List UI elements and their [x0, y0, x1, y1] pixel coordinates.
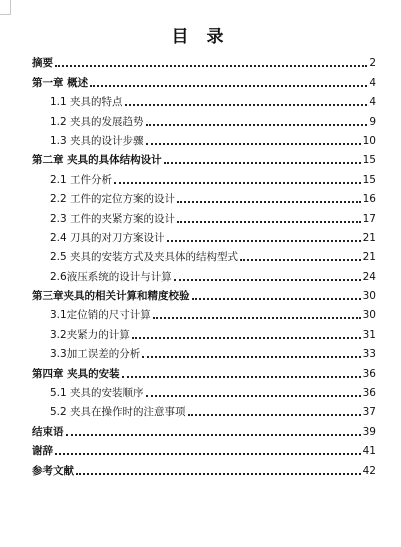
toc-entry-label: 2.3 工件的夹紧方案的设计 [50, 212, 176, 225]
toc-entry-page-number: 16 [362, 193, 376, 206]
toc-entry-label: 1.2 夹具的发展趋势 [50, 115, 144, 128]
toc-entry-page-number: 41 [362, 445, 376, 458]
dot-leader [142, 355, 360, 358]
toc-entry-section[interactable] [32, 244, 376, 263]
toc-entry-label: 第二章 夹具的具体结构设计 [32, 154, 162, 167]
toc-entry-label: 1.1 夹具的特点 [50, 96, 123, 109]
toc-entry-section[interactable] [32, 380, 376, 399]
dot-leader [66, 433, 361, 436]
toc-entry-page-number: 42 [362, 464, 376, 477]
toc-entry-section[interactable] [32, 225, 376, 244]
dot-leader [192, 297, 361, 300]
dot-leader [122, 375, 361, 378]
dot-leader [90, 84, 367, 87]
page-corner-mark [0, 0, 11, 15]
toc-entry-page-number: 4 [369, 96, 376, 109]
dot-leader [188, 413, 361, 416]
dot-leader [55, 452, 361, 455]
toc-entry-section[interactable] [32, 108, 376, 127]
toc-entry-page-number: 17 [362, 212, 376, 225]
toc-entry-section[interactable] [32, 321, 376, 340]
toc-entry-section[interactable] [32, 263, 376, 282]
toc-entry-page-number: 30 [362, 290, 376, 303]
dot-leader [132, 336, 361, 339]
toc-entry-label: 3.1定位销的尺寸计算 [50, 309, 151, 322]
toc-entry-page-number: 21 [362, 231, 376, 244]
toc-entry-label: 参考文献 [32, 464, 74, 477]
dot-leader [125, 103, 368, 106]
toc-entry-page-number: 36 [362, 387, 376, 400]
toc-entry-chapter[interactable] [32, 147, 376, 166]
toc-entry-page-number: 33 [362, 348, 376, 361]
toc-entry-page-number: 37 [362, 406, 376, 419]
toc-entry-label: 结束语 [32, 425, 64, 438]
toc-title: 目 录 [171, 27, 230, 47]
toc-entry-page-number: 2 [369, 57, 376, 70]
toc-entry-page-number: 4 [369, 76, 376, 89]
dot-leader [76, 472, 361, 475]
toc-entry-page-number: 31 [362, 328, 376, 341]
toc-entry-label: 第四章 夹具的安装 [32, 367, 120, 380]
toc-entry-label: 3.2夹紧力的计算 [50, 328, 130, 341]
dot-leader [174, 278, 361, 281]
toc-entry-label: 2.1 工件分析 [50, 173, 113, 186]
toc-entry-page-number: 30 [362, 309, 376, 322]
toc-entry-chapter[interactable] [32, 438, 376, 457]
dot-leader [55, 64, 367, 67]
toc-entry-page-number: 15 [362, 173, 376, 186]
toc-entry-label: 5.1 夹具的安装顺序 [50, 387, 144, 400]
toc-entry-label: 2.6液压系统的设计与计算 [50, 270, 172, 283]
toc-entry-section[interactable] [32, 205, 376, 224]
toc-entry-label: 1.3 夹具的设计步骤 [50, 134, 144, 147]
dot-leader [167, 239, 361, 242]
toc-entry-page-number: 21 [362, 251, 376, 264]
toc-entry-page-number: 10 [362, 134, 376, 147]
dot-leader [153, 316, 361, 319]
toc-entry-section[interactable] [32, 341, 376, 360]
toc-entry-section[interactable] [32, 166, 376, 185]
toc-entry-chapter[interactable] [32, 457, 376, 476]
toc-entry-label: 2.4 刀具的对刀方案设计 [50, 231, 165, 244]
table-of-contents [32, 50, 376, 477]
dot-leader [240, 258, 361, 261]
toc-entry-section[interactable] [32, 128, 376, 147]
toc-entry-label: 2.5 夹具的安装方式及夹具体的结构型式 [50, 251, 239, 264]
dot-leader [114, 181, 361, 184]
dot-leader [146, 394, 361, 397]
toc-entry-chapter[interactable] [32, 69, 376, 88]
toc-entry-chapter[interactable] [32, 283, 376, 302]
toc-entry-label: 5.2 夹具在操作时的注意事项 [50, 406, 186, 419]
toc-entry-chapter[interactable] [32, 418, 376, 437]
toc-entry-chapter[interactable] [32, 360, 376, 379]
toc-entry-page-number: 36 [362, 367, 376, 380]
toc-entry-section[interactable] [32, 186, 376, 205]
toc-entry-label: 第三章夹具的相关计算和精度校验 [32, 290, 190, 303]
dot-leader [177, 200, 361, 203]
toc-entry-label: 摘要 [32, 57, 53, 70]
toc-entry-label: 谢辞 [32, 445, 53, 458]
toc-entry-page-number: 9 [369, 115, 376, 128]
dot-leader [146, 123, 368, 126]
toc-entry-chapter[interactable] [32, 50, 376, 69]
toc-entry-label: 第一章 概述 [32, 76, 89, 89]
dot-leader [177, 220, 361, 223]
toc-entry-section[interactable] [32, 89, 376, 108]
toc-entry-label: 2.2 工件的定位方案的设计 [50, 193, 176, 206]
toc-entry-section[interactable] [32, 302, 376, 321]
toc-entry-page-number: 24 [362, 270, 376, 283]
dot-leader [146, 142, 361, 145]
dot-leader [164, 161, 361, 164]
toc-entry-label: 3.3加工误差的分析 [50, 348, 141, 361]
toc-entry-page-number: 15 [362, 154, 376, 167]
toc-entry-section[interactable] [32, 399, 376, 418]
toc-entry-page-number: 39 [362, 425, 376, 438]
